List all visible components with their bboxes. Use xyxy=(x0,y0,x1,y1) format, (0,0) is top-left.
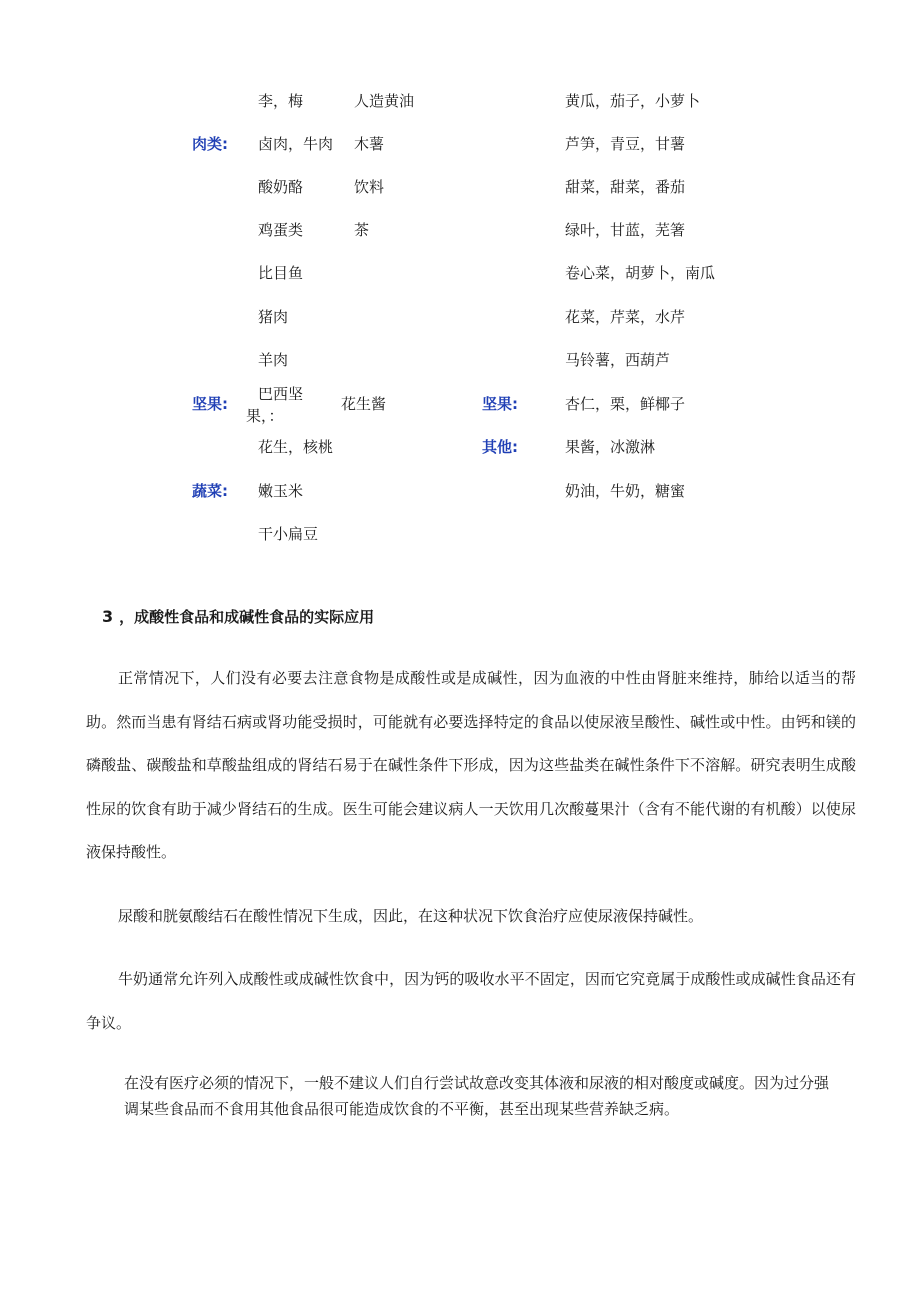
table-cell: 马铃薯，西葫芦 xyxy=(565,351,671,369)
paragraph: 尿酸和胱氨酸结石在酸性情况下生成，因此，在这种状况下饮食治疗应使尿液保持碱性。 xyxy=(118,907,704,925)
category-other: 其他: xyxy=(482,438,518,456)
table-cell: 木薯 xyxy=(354,135,385,153)
table-cell: 果，： xyxy=(246,407,284,425)
table-cell: 猪肉 xyxy=(258,308,289,326)
table-cell: 茶 xyxy=(354,221,370,239)
table-cell: 芦笋，青豆，甘薯 xyxy=(565,135,686,153)
table-cell: 干小扁豆 xyxy=(258,525,319,543)
paragraph: 牛奶通常允许列入成酸性或成碱性饮食中，因为钙的吸收水平不固定，因而它究竟属于成酸性或成碱性食品还有争议。 xyxy=(86,970,856,1032)
table-cell: 果酱，冰激淋 xyxy=(565,438,656,456)
table-cell: 卷心菜，胡萝卜，南瓜 xyxy=(565,264,716,282)
category-vegetables: 蔬菜: xyxy=(192,482,228,500)
table-cell: 比目鱼 xyxy=(258,264,304,282)
table-cell: 李，梅 xyxy=(258,92,304,110)
section-heading xyxy=(102,606,374,627)
table-cell: 饮料 xyxy=(354,178,385,196)
table-cell: 嫩玉米 xyxy=(258,482,304,500)
category-meat: 肉类: xyxy=(192,135,228,153)
table-cell: 人造黄油 xyxy=(354,92,415,110)
table-cell: 羊肉 xyxy=(258,351,289,369)
table-cell: 卤肉，牛肉 xyxy=(258,135,334,153)
table-cell: 甜菜，甜菜，番茄 xyxy=(565,178,686,196)
table-cell: 花生，核桃 xyxy=(258,438,334,456)
closing-paragraph: 在没有医疗必须的情况下，一般不建议人们自行尝试故意改变其体液和尿液的相对酸度或碱度。因为过分强调某些食品而不食用其他食品很可能造成饮食的不平衡，甚至出现某些营养缺乏病。 xyxy=(124,1074,830,1118)
section-number: 3 xyxy=(102,607,114,626)
section-title: ，成酸性食品和成碱性食品的实际应用 xyxy=(119,608,375,626)
table-cell: 奶油，牛奶，糖蜜 xyxy=(565,482,686,500)
table-cell: 花菜，芹菜，水芹 xyxy=(565,308,686,326)
table-cell: 鸡蛋类 xyxy=(258,221,304,239)
table-cell: 酸奶酪 xyxy=(258,178,304,196)
category-nuts: 坚果: xyxy=(192,395,228,413)
table-cell: 花生酱 xyxy=(341,395,387,413)
table-cell: 杏仁，栗，鲜椰子 xyxy=(565,395,686,413)
paragraph: 正常情况下，人们没有必要去注意食物是成酸性或是成碱性，因为血液的中性由肾脏来维持，肺给以适当的帮助。然而当患有肾结石病或肾功能受损时，可能就有必要选择特定的食品以使尿液呈酸性、碱性或中性。由钙和镁的磷酸盐、碳酸盐和草酸盐组成的肾结石易于在碱性条件下形成，因为这些盐类在碱性条件下不溶解。研究表明生成酸性尿的饮食有助于减少肾结石的生成。医生可能会建议病人一天饮用几次酸蔓果汁（含有不能代谢的有机酸）以使尿液保持酸性。 xyxy=(86,669,856,861)
category-nuts-right: 坚果: xyxy=(482,395,518,413)
table-cell: 巴西坚 xyxy=(258,385,304,403)
table-cell: 黄瓜，茄子，小萝卜 xyxy=(565,92,701,110)
table-cell: 绿叶，甘蓝，芜箸 xyxy=(565,221,686,239)
